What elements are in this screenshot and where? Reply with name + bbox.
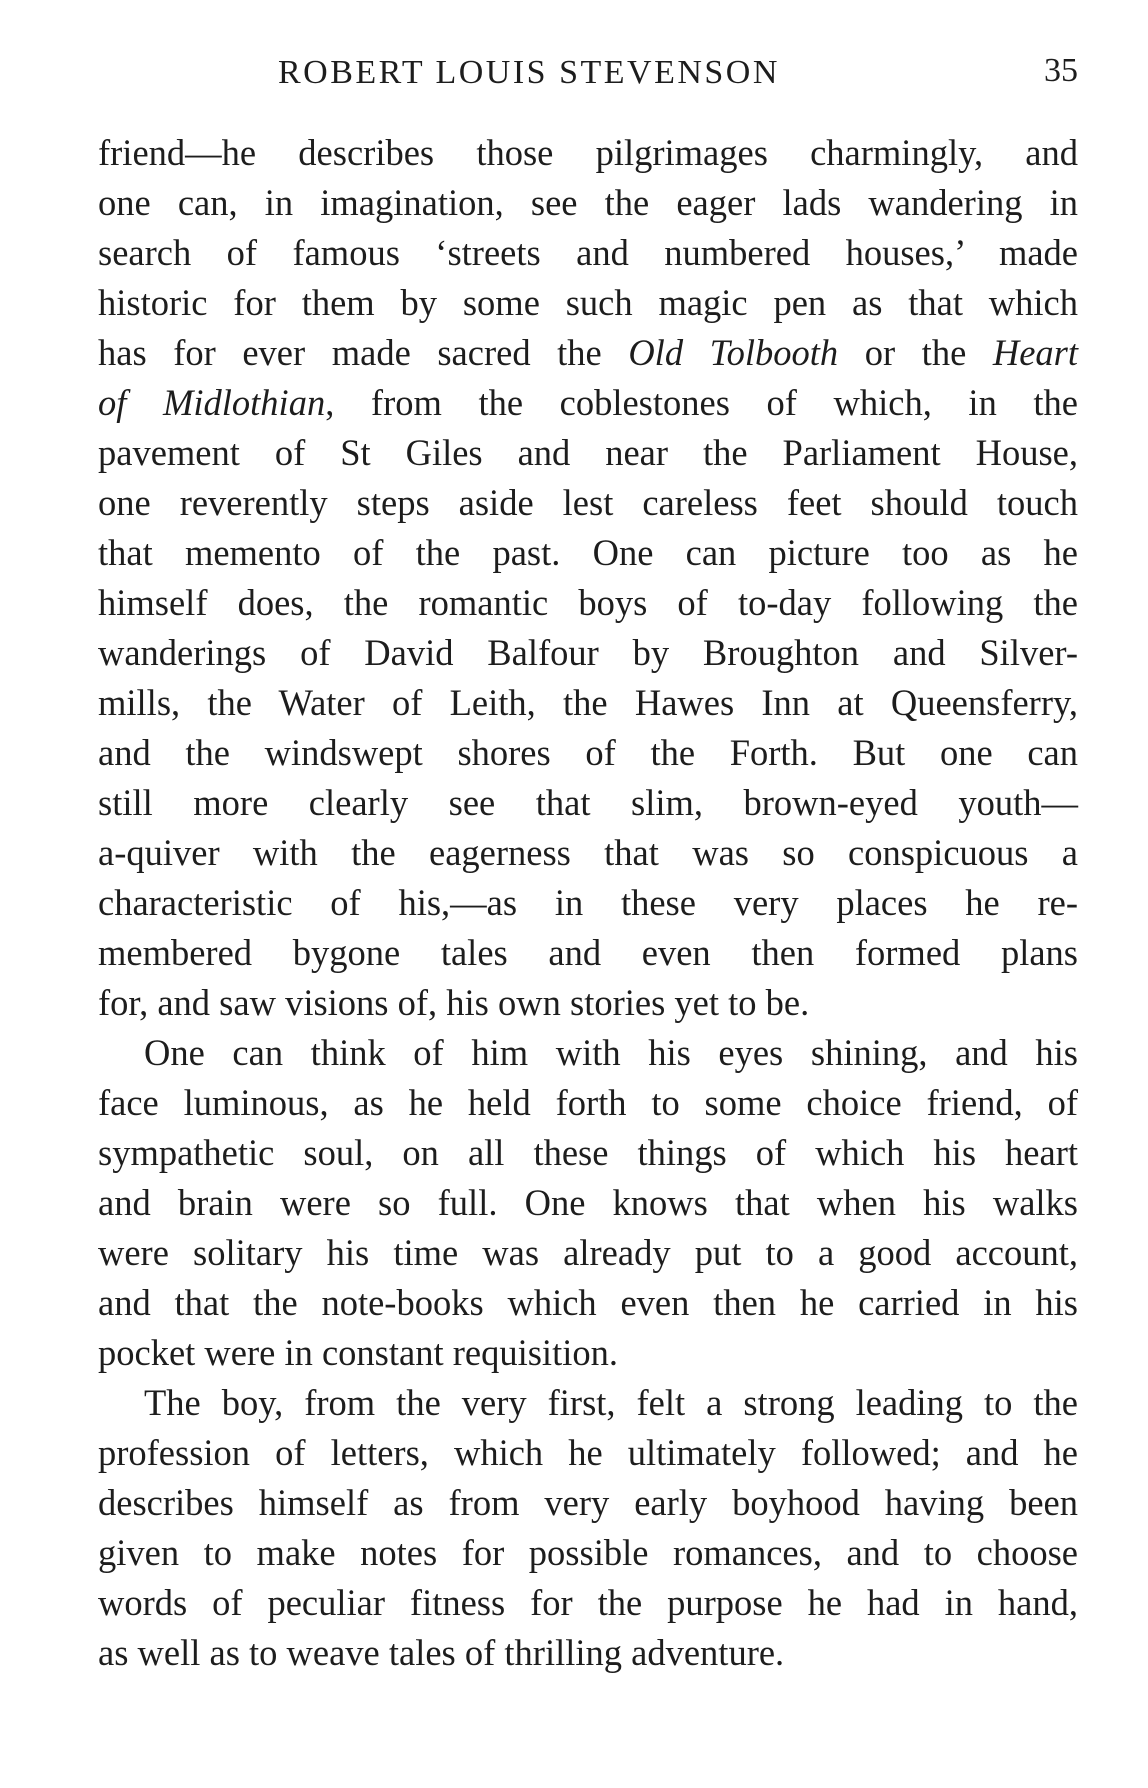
text-line: One can think of him with his eyes shining, and his bbox=[144, 1032, 1078, 1073]
text-line: and brain were so full. One knows that when his walks bbox=[98, 1182, 1078, 1223]
text-line: face luminous, as he held forth to some choice friend, of bbox=[98, 1082, 1078, 1123]
text-line: given to make notes for possible romances, and to choose bbox=[98, 1532, 1078, 1573]
text-line: himself does, the romantic boys of to-day following the bbox=[98, 582, 1078, 623]
text-line: a-quiver with the eagerness that was so conspicuous a bbox=[98, 832, 1078, 873]
text-line: of Midlothian, from the coblestones of which, in the bbox=[98, 382, 1079, 423]
text-line: pavement of St Giles and near the Parliament House, bbox=[98, 432, 1078, 473]
paragraph bbox=[98, 128, 1078, 1028]
text-line: friend—he describes those pilgrimages charmingly, and bbox=[98, 132, 1078, 173]
text-line: search of famous ‘streets and numbered houses,’ made bbox=[98, 232, 1078, 273]
page-number: 35 bbox=[1044, 52, 1078, 89]
text-line: for, and saw visions of, his own stories yet to be. bbox=[98, 982, 810, 1023]
text-line: has for ever made sacred the Old Tolbooth or the Heart bbox=[98, 332, 1078, 373]
text-line: that memento of the past. One can picture too as he bbox=[98, 532, 1078, 573]
paragraph bbox=[98, 1378, 1078, 1678]
text-line: words of peculiar fitness for the purpose he had in hand, bbox=[98, 1582, 1078, 1623]
text-line: describes himself as from very early boyhood having been bbox=[98, 1482, 1078, 1523]
text-line: sympathetic soul, on all these things of which his heart bbox=[98, 1132, 1078, 1173]
text-line: pocket were in constant requisition. bbox=[98, 1332, 618, 1373]
text-line: one can, in imagination, see the eager lads wandering in bbox=[98, 182, 1078, 223]
text-line: profession of letters, which he ultimately followed; and he bbox=[98, 1432, 1078, 1473]
text-line: historic for them by some such magic pen as that which bbox=[98, 282, 1078, 323]
text-line: and that the note-books which even then he carried in his bbox=[98, 1282, 1078, 1323]
running-title: ROBERT LOUIS STEVENSON bbox=[278, 54, 780, 91]
text-line: wanderings of David Balfour by Broughton and Silver- bbox=[98, 632, 1078, 673]
text-line: membered bygone tales and even then formed plans bbox=[98, 932, 1078, 973]
text-line: were solitary his time was already put to a good account, bbox=[98, 1232, 1078, 1273]
text-line: as well as to weave tales of thrilling adventure. bbox=[98, 1632, 785, 1673]
text-line: one reverently steps aside lest careless feet should touch bbox=[98, 482, 1078, 523]
paragraph bbox=[98, 1028, 1078, 1378]
text-line: still more clearly see that slim, brown-eyed youth— bbox=[98, 782, 1078, 823]
text-line: and the windswept shores of the Forth. But one can bbox=[98, 732, 1078, 773]
text-line: The boy, from the very first, felt a strong leading to the bbox=[144, 1382, 1078, 1423]
running-head bbox=[96, 46, 1078, 96]
text-line: characteristic of his,—as in these very places he re- bbox=[98, 882, 1078, 923]
text-line: mills, the Water of Leith, the Hawes Inn at Queensferry, bbox=[98, 682, 1078, 723]
body-text bbox=[98, 128, 1078, 1678]
